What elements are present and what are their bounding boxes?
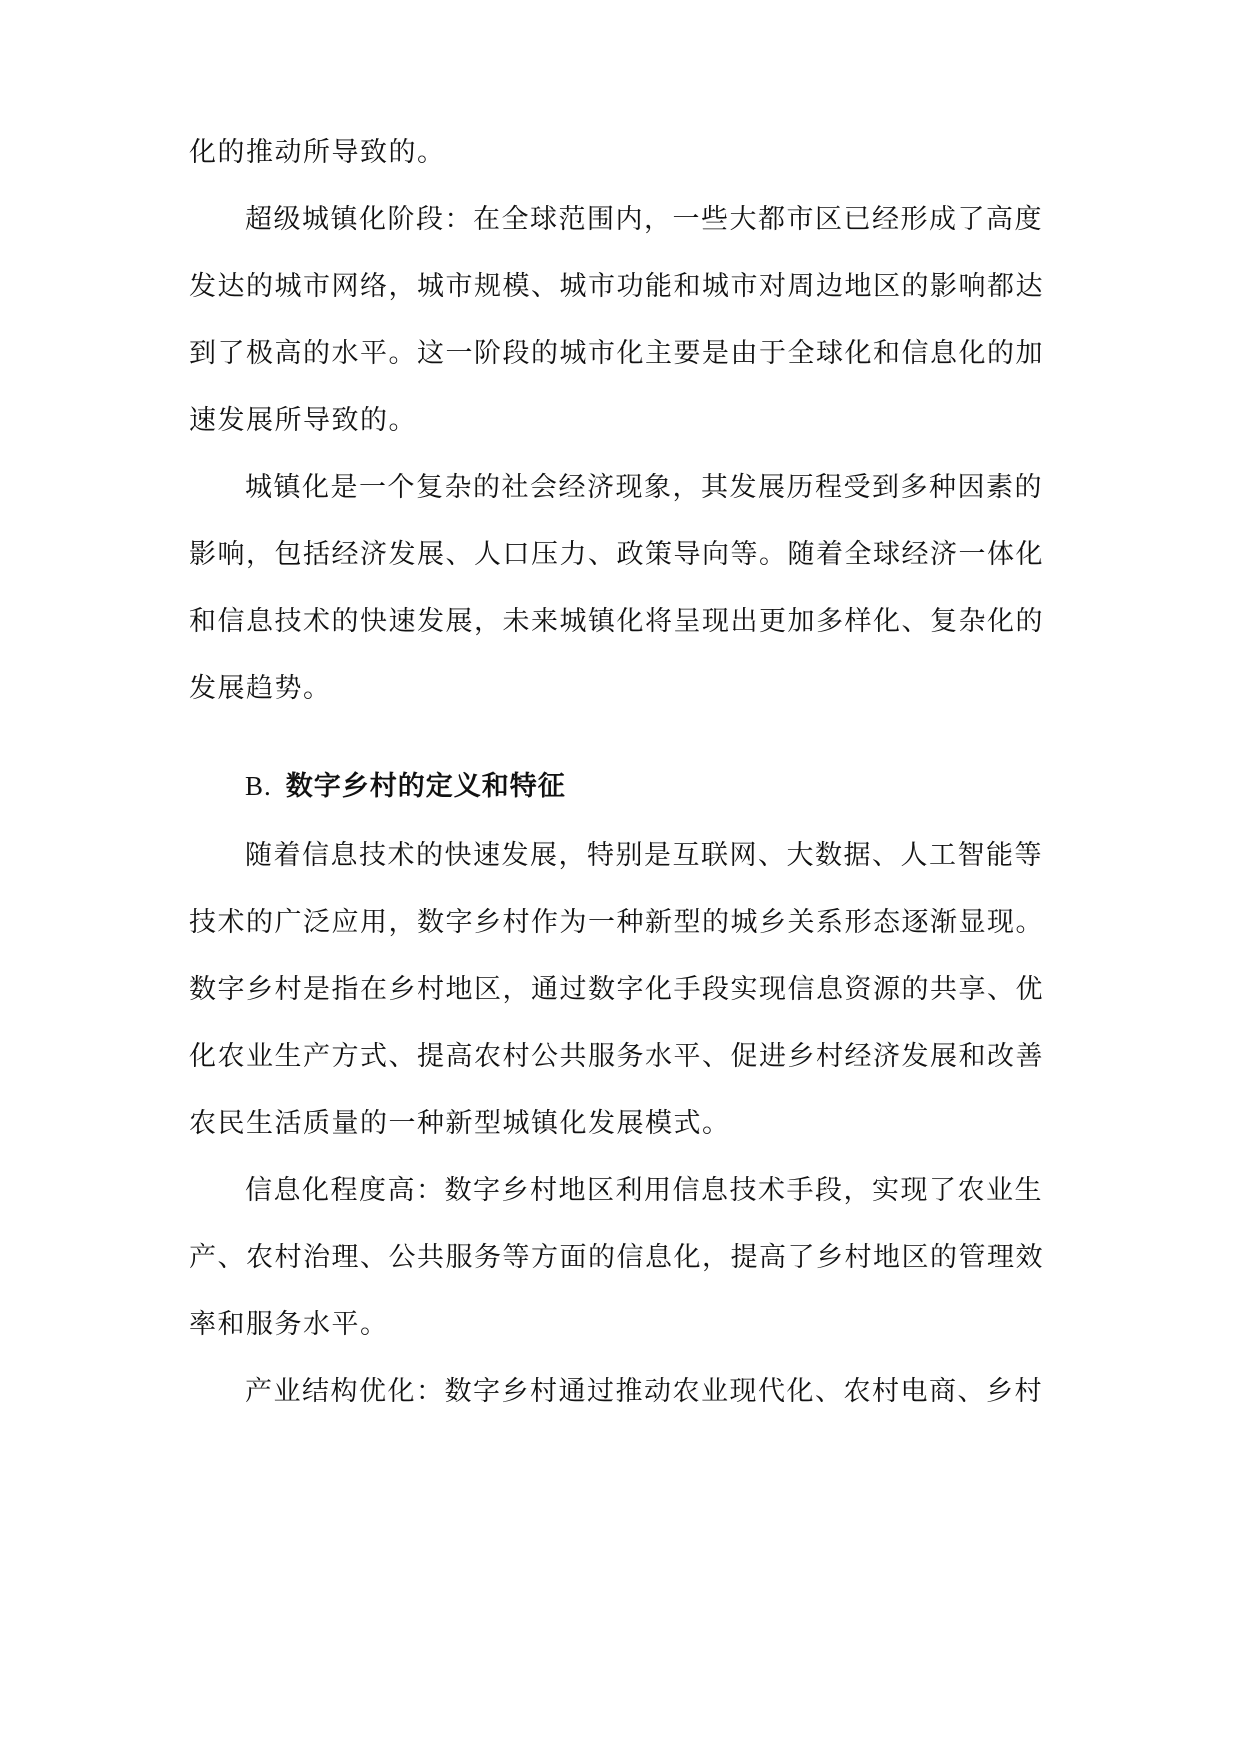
paragraph-line: 城镇化是一个复杂的社会经济现象，其发展历程受到多种因素的 (245, 472, 1043, 503)
paragraph-line: 农民生活质量的一种新型城镇化发展模式。 (189, 1108, 731, 1139)
section-heading (245, 768, 566, 805)
paragraph-line: 信息化程度高：数字乡村地区利用信息技术手段，实现了农业生 (245, 1175, 1043, 1206)
paragraph-line: 化的推动所导致的。 (189, 137, 446, 168)
paragraph-line: 化农业生产方式、提高农村公共服务水平、促进乡村经济发展和改善 (189, 1041, 1044, 1072)
paragraph-line: 随着信息技术的快速发展，特别是互联网、大数据、人工智能等 (245, 840, 1043, 871)
paragraph-line: 率和服务水平。 (189, 1309, 389, 1340)
paragraph-line: 和信息技术的快速发展，未来城镇化将呈现出更加多样化、复杂化的 (189, 606, 1044, 637)
paragraph-line: 技术的广泛应用，数字乡村作为一种新型的城乡关系形态逐渐显现。 (189, 907, 1044, 938)
paragraph-line: 发达的城市网络，城市规模、城市功能和城市对周边地区的影响都达 (189, 271, 1044, 302)
paragraph-line: 影响，包括经济发展、人口压力、政策导向等。随着全球经济一体化 (189, 539, 1044, 570)
section-label: B. (245, 771, 272, 801)
paragraph-line: 产、农村治理、公共服务等方面的信息化，提高了乡村地区的管理效 (189, 1242, 1044, 1273)
paragraph-line: 发展趋势。 (189, 673, 332, 704)
section-title: 数字乡村的定义和特征 (285, 771, 566, 802)
paragraph-line: 到了极高的水平。这一阶段的城市化主要是由于全球化和信息化的加 (189, 338, 1044, 369)
paragraph-line: 超级城镇化阶段：在全球范围内，一些大都市区已经形成了高度 (245, 204, 1043, 235)
paragraph-line: 数字乡村是指在乡村地区，通过数字化手段实现信息资源的共享、优 (189, 974, 1044, 1005)
paragraph-line: 速发展所导致的。 (189, 405, 417, 436)
paragraph-line: 产业结构优化：数字乡村通过推动农业现代化、农村电商、乡村 (245, 1376, 1043, 1407)
